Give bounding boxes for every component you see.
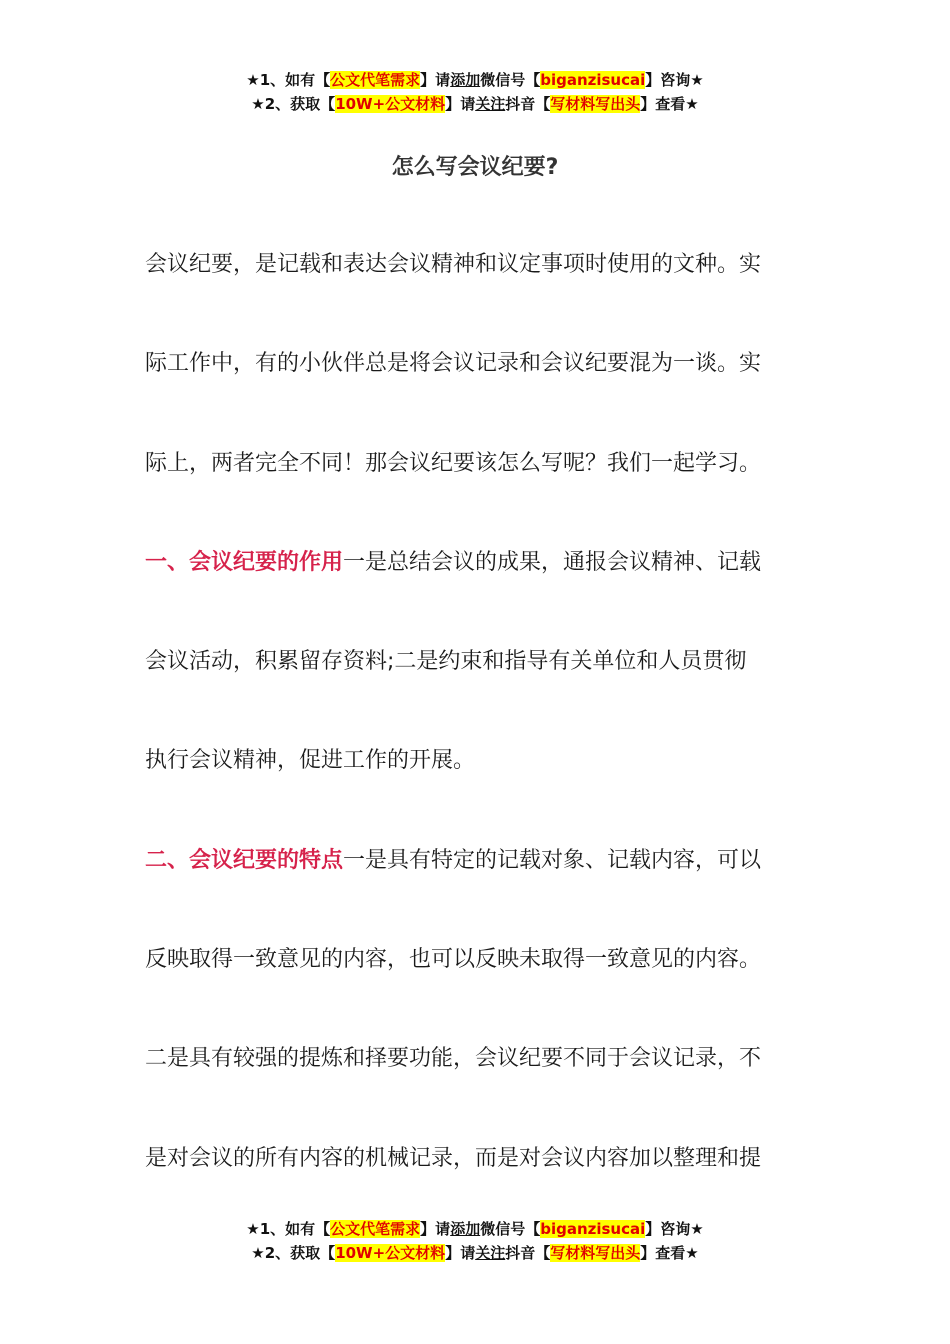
banner-text: 】请 xyxy=(445,1244,476,1262)
banner-text: 】咨询★ xyxy=(645,71,704,89)
paragraph-line: 际工作中，有的小伙伴总是将会议记录和会议纪要混为一谈。实 xyxy=(145,351,762,377)
section-2-text: 一是具有特定的记载对象、记载内容，可以 xyxy=(343,847,762,873)
banner-underline: 添加 xyxy=(450,71,481,89)
paragraph-line: 是对会议的所有内容的机械记录，而是对会议内容加以整理和提 xyxy=(145,1145,762,1171)
section-1-first-line xyxy=(145,543,810,642)
banner-line-1 xyxy=(0,68,950,92)
banner-highlight: 写材料写出头 xyxy=(550,1244,641,1262)
banner-text: ★1、如有【 xyxy=(246,1220,331,1238)
section-2-heading: 二、会议纪要的特点 xyxy=(145,847,344,873)
paragraph-line: 二是具有较强的提炼和择要功能，会议纪要不同于会议记录，不 xyxy=(145,1046,762,1072)
banner-text: 】查看★ xyxy=(640,1244,699,1262)
banner-highlight: 写材料写出头 xyxy=(550,95,641,113)
banner-text: ★2、获取【 xyxy=(251,1244,336,1262)
page-title: 怎么写会议纪要? xyxy=(391,155,559,180)
banner-underline: 关注 xyxy=(475,95,506,113)
banner-highlight: 10W+公文材料 xyxy=(335,1244,446,1262)
banner-line-1 xyxy=(0,1217,950,1241)
banner-highlight: biganzisucai xyxy=(540,1220,646,1238)
section-1-text: 一是总结会议的成果，通报会议精神、记载 xyxy=(343,549,762,575)
banner-text: 】请 xyxy=(420,1220,451,1238)
banner-text: 】查看★ xyxy=(640,95,699,113)
banner-underline: 添加 xyxy=(450,1220,481,1238)
paragraph-line: 会议活动，积累留存资料;二是约束和指导有关单位和人员贯彻 xyxy=(145,649,747,675)
section-1-heading: 一、会议纪要的作用 xyxy=(145,549,344,575)
footer-banner xyxy=(0,1217,950,1265)
banner-highlight: 公文代笔需求 xyxy=(330,1220,421,1238)
banner-line-2 xyxy=(0,92,950,116)
banner-highlight: biganzisucai xyxy=(540,71,646,89)
paragraph-line: 会议纪要，是记载和表达会议精神和议定事项时使用的文种。实 xyxy=(145,252,762,277)
banner-text: 抖音【 xyxy=(505,1244,551,1262)
paragraph-line: 际上，两者完全不同！那会议纪要该怎么写呢？我们一起学习。 xyxy=(145,450,762,476)
banner-text: ★1、如有【 xyxy=(246,71,331,89)
section-2-first-line xyxy=(145,841,810,940)
banner-highlight: 公文代笔需求 xyxy=(330,71,421,89)
banner-text: 微信号【 xyxy=(480,1220,541,1238)
banner-text: 抖音【 xyxy=(505,95,551,113)
banner-text: 】请 xyxy=(420,71,451,89)
banner-text: ★2、获取【 xyxy=(251,95,336,113)
article-body xyxy=(145,245,810,1238)
banner-line-2 xyxy=(0,1241,950,1265)
banner-underline: 关注 xyxy=(475,1244,506,1262)
banner-highlight: 10W+公文材料 xyxy=(335,95,446,113)
header-banner xyxy=(0,68,950,116)
banner-text: 微信号【 xyxy=(480,71,541,89)
banner-text: 】咨询★ xyxy=(645,1220,704,1238)
paragraph-line: 反映取得一致意见的内容，也可以反映未取得一致意见的内容。 xyxy=(145,947,762,973)
paragraph-line: 执行会议精神，促进工作的开展。 xyxy=(145,748,476,774)
banner-text: 】请 xyxy=(445,95,476,113)
